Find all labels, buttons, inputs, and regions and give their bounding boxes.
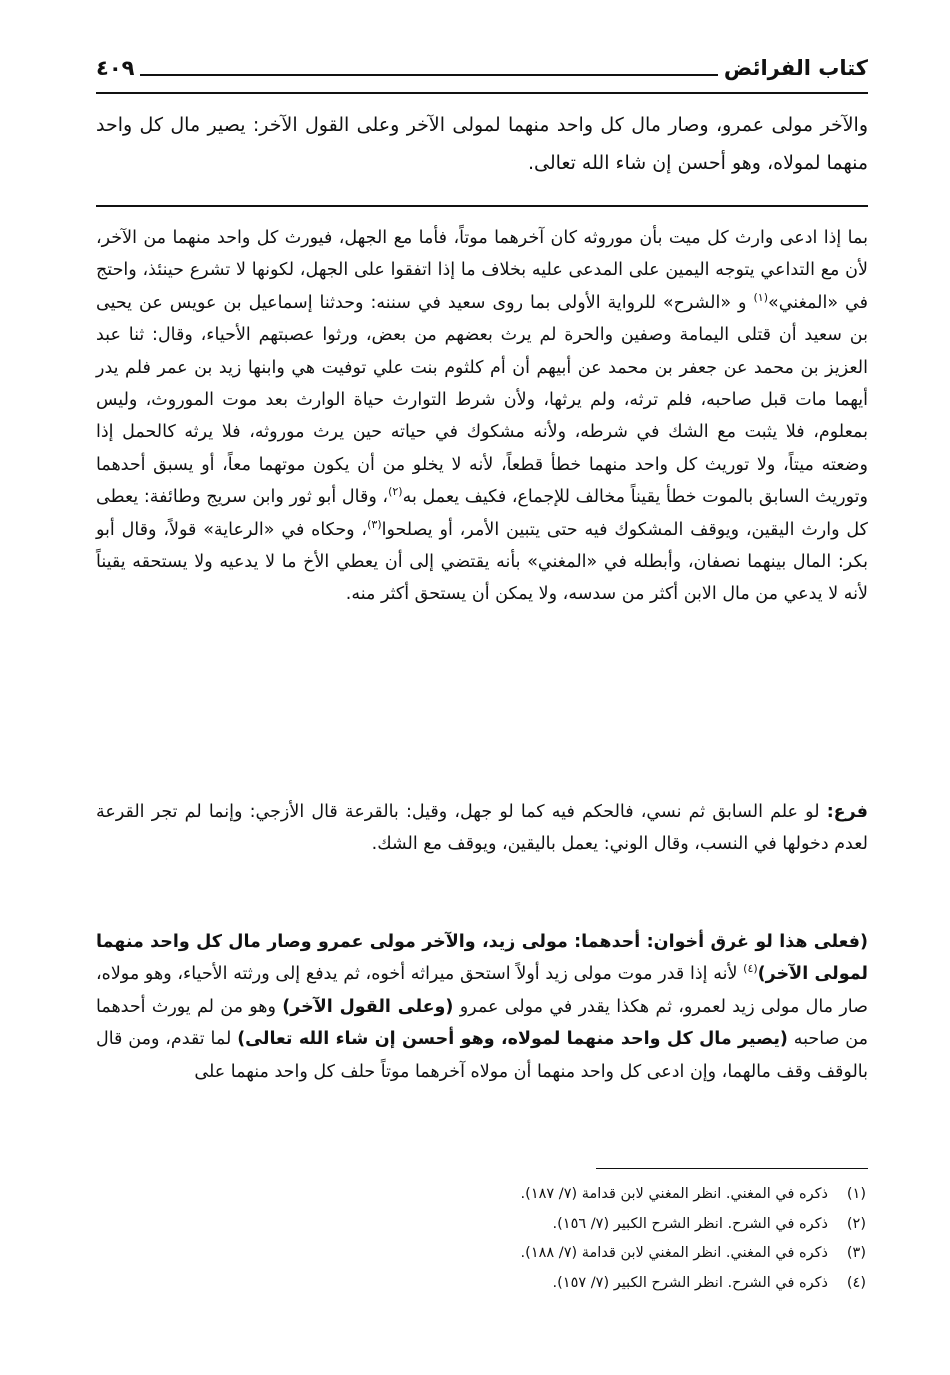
quoted-matn-1: (فعلى هذا لو غرق أخوان: أحدهما: مولى زيد، والآخر مولى عمرو وصار مال كل واحد منهما لمولى الآخر)	[96, 932, 868, 985]
footnote-text: ذكره في الشرح. انظر الشرح الكبير (٧/ ١٥٦).	[552, 1215, 828, 1232]
footnote-text: ذكره في الشرح. انظر الشرح الكبير (٧/ ١٥٧).	[552, 1274, 828, 1291]
footnote-number: (٤)	[846, 1274, 866, 1291]
footnote-item	[96, 1180, 866, 1210]
footnote-ref-4: (٤)	[743, 962, 758, 976]
header-title: كتاب الفرائض	[723, 56, 868, 80]
footnote-number: (١)	[846, 1186, 866, 1202]
footnote-ref-1: (١)	[753, 290, 768, 304]
matn-text: والآخر مولى عمرو، وصار مال كل واحد منهما لمولى الآخر وعلى القول الآخر: يصير مال كل واحد منهما لمولاه، وهو أحسن إن شاء الله تعالى.	[96, 114, 868, 174]
commentary-text-4: ، وحكاه في «الرعاية» قولاً، وقال أبو بكر: المال بينهما نصفان، وأبطله في «المغني» بأنه يقتضي إلى أن يعطي الأخ ما لا يدعيه ولا يستحقه يقيناً لأنه لا يدعي من مال الابن أكثر من سدسه، ولا يمكن أن يستحق أكثر منه.	[96, 519, 868, 605]
footnote-number: (٣)	[846, 1245, 866, 1261]
explanation-text-1: لأنه إذا قدر موت مولى زيد أولاً استحق ميراثه أخوه، ثم يدفع إلى ورثته الأحياء، وهو مولاه، صار مال مولى زيد لعمرو، ثم هكذا يقدر في مولى عمرو	[96, 964, 868, 1017]
commentary-text-2: و «الشرح» للرواية الأولى بما روى سعيد في سننه: وحدثنا إسماعيل بن عويس عن يحيى بن سعيد أن قتلى اليمامة وصفين والحرة لم يرث بعضهم من بعض، ورثوا عصبتهم الأحياء، وقال: ثنا عبد العزيز بن محمد عن جعفر بن محمد عن أبيهم أن أم كلثوم بنت علي توفيت هي وابنها زيد بن عمر فلم يدر أيهما مات قبل صاحبه، فلم ترثه، ولم يرثها، ولأن شرط التوارث حياة الوارث بعد موت الموروث، وليس بمعلوم، فلا يثبت مع الشك في شرطه، ولأنه مشكوك في حياته حين يرث موروثه، فلا يرثه كالحمل إذا وضعته ميتاً، ولا توريث كل واحد منهما خطأ قطعاً، لأنه لا يخلو من أن يكون موتهما معاً، أو يسبق أحدهما وتوريث السابق بالموت خطأ يقيناً مخالف للإجماع، فكيف يعمل به	[96, 292, 868, 508]
page-number: ٤٠٩	[96, 56, 135, 80]
commentary-text-3: ، وقال أبو ثور وابن سريج وطائفة: يعطى كل وارث اليقين، ويوقف المشكوك فيه حتى يتبين الأمر، أو يصلحوا	[96, 487, 869, 540]
footnote-text: ذكره في المغني. انظر المغني لابن قدامة (٧/ ١٨٧).	[520, 1186, 828, 1202]
footnote-ref-2: (٢)	[388, 485, 403, 499]
commentary-paragraph	[96, 222, 868, 611]
commentary-text-1: بما إذا ادعى وارث كل ميت بأن موروثه كان آخرهما موتاً، فأما مع الجهل، فيورث كل واحد منهما من الآخر، لأن مع التداعي يتوجه اليمين على المدعى عليه بخلاف ما إذا اتفقوا على الجهل، لكونها لا تشرع حينئذ، واحتج في «المغني»	[96, 228, 868, 313]
footnote-text: ذكره في المغني. انظر المغني لابن قدامة (٧/ ١٨٨).	[520, 1245, 828, 1261]
footnote-item	[96, 1269, 866, 1299]
footnote-item	[96, 1210, 866, 1240]
explanation-text-2: وهو من لم يورث أحدهما من صاحبه	[96, 996, 868, 1050]
footnotes	[96, 1180, 866, 1298]
header-underline	[96, 92, 868, 94]
branch-text: لو علم السابق ثم نسي، فالحكم فيه كما لو جهل، وقيل: بالقرعة قال الأزجي: وإنما لم تجر القرعة لعدم دخولها في النسب، وقال الوني: يعمل باليقين، ويوقف مع الشك.	[96, 802, 868, 855]
footnote-ref-3: (٣)	[367, 517, 382, 531]
branch-paragraph	[96, 796, 868, 861]
quoted-matn-2: (وعلى القول الآخر)	[282, 996, 454, 1017]
explanation-paragraph	[96, 926, 868, 1088]
header-rule	[140, 74, 717, 76]
quoted-matn-3: (يصير مال كل واحد منهما لمولاه، وهو أحسن إن شاء الله تعالى)	[237, 1029, 788, 1050]
explanation-text-3: لما تقدم، ومن قال بالوقف وقف مالهما، وإن ادعى كل واحد منهما أن مولاه آخرهما موتاً حلف كل واحد منهما على	[96, 1029, 868, 1082]
footnote-number: (٢)	[846, 1215, 866, 1232]
running-header	[96, 50, 868, 86]
matn-separator	[96, 205, 868, 207]
footnote-rule	[596, 1168, 868, 1169]
branch-label: فرع:	[826, 802, 868, 822]
footnote-item	[96, 1239, 866, 1269]
